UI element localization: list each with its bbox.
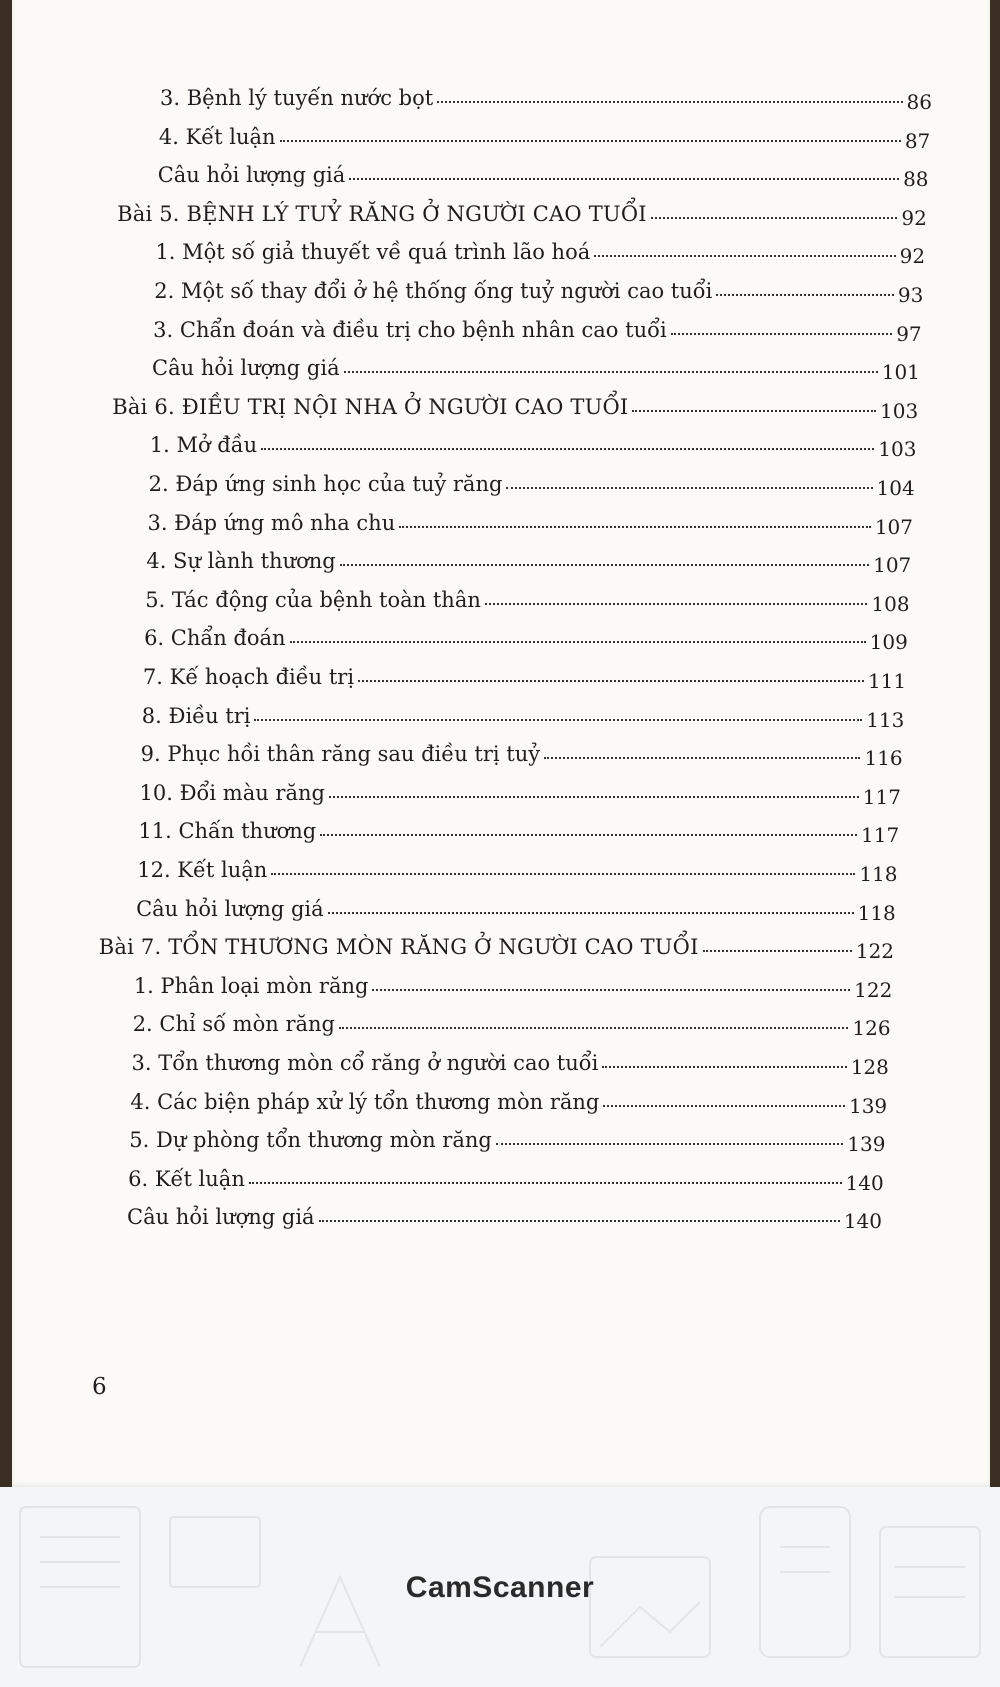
toc-dot-leader <box>437 101 902 103</box>
toc-entry <box>149 425 917 462</box>
toc-entry-title: 4. Các biện pháp xử lý tổn thương mòn răng <box>130 1089 600 1114</box>
toc-dot-leader <box>594 255 895 257</box>
toc-entry-title: 3. Đáp ứng mô nha chu <box>147 510 396 535</box>
toc-entry-title: 12. Kết luận <box>137 858 268 882</box>
toc-entry-title: 6. Chẩn đoán <box>144 626 286 651</box>
toc-entry-title: 2. Một số thay đổi ở hệ thống ống tuỷ người cao tuổi <box>154 279 713 303</box>
toc-entry-page: 104 <box>876 476 915 500</box>
toc-entry <box>130 1082 888 1118</box>
toc-entry-page: 122 <box>855 939 895 964</box>
toc-entry-title: Bài 6. ĐIỀU TRỊ NỘI NHA Ở NGƯỜI CAO TUỔI <box>112 394 629 419</box>
toc-entry-page: 117 <box>862 784 901 809</box>
toc-entry <box>128 1159 884 1195</box>
page-number: 6 <box>92 1374 107 1400</box>
toc-chapter-entry <box>112 387 919 423</box>
toc-dot-leader <box>399 526 871 528</box>
toc-entry <box>138 811 900 848</box>
toc-entry-page: 93 <box>897 283 924 307</box>
toc-entry-title: 4. Sự lành thương <box>146 549 336 574</box>
toc-dot-leader <box>329 796 859 798</box>
toc-dot-leader <box>319 1220 840 1222</box>
toc-entry <box>148 464 915 500</box>
toc-entry-title: 3. Tổn thương mòn cổ răng ở người cao tuổi <box>131 1051 599 1075</box>
toc-entry <box>160 78 932 114</box>
toc-entry-title: Câu hỏi lượng giá <box>127 1205 315 1230</box>
toc-dot-leader <box>249 1182 842 1184</box>
toc-dot-leader <box>671 333 893 335</box>
toc-entry-title: 11. Chấn thương <box>138 819 317 844</box>
toc-entry-page: 109 <box>869 630 908 655</box>
toc-entry-title: Câu hỏi lượng giá <box>152 356 340 381</box>
toc-entry-page: 111 <box>867 669 907 693</box>
toc-entry-title: 8. Điều trị <box>141 703 251 728</box>
toc-entry <box>158 117 931 153</box>
toc-entry-title: Bài 5. BỆNH LÝ TUỶ RĂNG Ở NGƯỜI CAO TUỔI <box>117 201 647 226</box>
toc-entry-title: 4. Kết luận <box>158 124 276 149</box>
toc-entry <box>142 657 907 693</box>
toc-entry-title: 3. Bệnh lý tuyến nước bọt <box>160 86 434 110</box>
toc-entry <box>144 618 908 655</box>
toc-entry-page: 128 <box>850 1055 889 1079</box>
toc-entry-page: 122 <box>854 977 893 1002</box>
toc-dot-leader <box>339 1027 848 1029</box>
camscanner-watermark-footer <box>0 1487 1000 1687</box>
toc-dot-leader <box>261 448 874 450</box>
toc-dot-leader <box>358 680 864 682</box>
toc-entry-title: 7. Kế hoạch điều trị <box>142 665 355 689</box>
toc-entry-title: 9. Phục hồi thân răng sau điều trị tuỷ <box>140 742 541 767</box>
toc-entry-page: 92 <box>899 244 926 269</box>
toc-entry <box>137 850 898 886</box>
toc-entry-title: 3. Chẩn đoán và điều trị cho bệnh nhân cao tuổi <box>153 317 667 342</box>
toc-entry <box>155 232 926 269</box>
toc-entry-title: 1. Mở đầu <box>149 433 258 458</box>
toc-dot-leader <box>271 873 855 875</box>
toc-entry-title: 5. Tác động của bệnh toàn thân <box>145 587 481 612</box>
toc-dot-leader <box>651 217 898 219</box>
toc-entry <box>131 1043 889 1079</box>
toc-entry-title: 5. Dự phòng tổn thương mòn răng <box>129 1128 492 1153</box>
toc-dot-leader <box>602 1066 846 1068</box>
toc-entry-page: 118 <box>857 900 896 925</box>
toc-dot-leader <box>544 757 860 759</box>
toc-entry-title: 10. Đổi màu răng <box>139 780 325 805</box>
toc-dot-leader <box>340 564 869 566</box>
toc-entry <box>133 966 893 1002</box>
toc-dot-leader <box>290 641 866 643</box>
toc-dot-leader <box>485 603 868 605</box>
toc-entry <box>139 773 901 809</box>
toc-entry <box>129 1120 886 1157</box>
toc-dot-leader <box>716 294 894 296</box>
toc-entry <box>153 310 922 346</box>
toc-entry-title: Câu hỏi lượng giá <box>157 163 346 188</box>
toc-entry <box>140 734 903 771</box>
toc-entry-page: 103 <box>878 437 917 462</box>
toc-entry <box>145 580 910 616</box>
toc-entry-page: 86 <box>906 90 932 114</box>
toc-dot-leader <box>506 487 872 489</box>
toc-entry-title: 6. Kết luận <box>128 1166 245 1191</box>
toc-dot-leader <box>344 371 878 373</box>
toc-entry <box>154 271 924 307</box>
toc-entry-page: 92 <box>901 205 927 230</box>
toc-entry <box>127 1197 882 1234</box>
toc-entry-title: Câu hỏi lượng giá <box>136 896 324 921</box>
toc-entry-page: 108 <box>871 591 910 616</box>
toc-entry-title: 2. Đáp ứng sinh học của tuỷ răng <box>148 472 503 496</box>
toc-entry-page: 97 <box>896 321 922 346</box>
toc-entry-title: 1. Phân loại mòn răng <box>133 973 369 998</box>
toc-dot-leader <box>349 178 899 180</box>
toc-entry-page: 101 <box>881 360 920 385</box>
toc-entry-page: 140 <box>843 1209 882 1234</box>
toc-chapter-entry <box>117 194 927 230</box>
toc-entry <box>146 541 912 578</box>
toc-entry-title: Bài 7. TỔN THƯƠNG MÒN RĂNG Ở NGƯỜI CAO TUỔI <box>98 935 699 960</box>
toc-entry-page: 107 <box>873 553 912 578</box>
book-page <box>12 0 990 1487</box>
toc-entry <box>132 1004 891 1041</box>
toc-entry-page: 87 <box>904 128 931 153</box>
toc-entry-page: 107 <box>874 514 914 539</box>
toc-dot-leader <box>496 1143 843 1145</box>
toc-entry-title: 1. Một số giả thuyết về quá trình lão hoá <box>155 240 591 265</box>
toc-entry-page: 140 <box>845 1170 884 1195</box>
toc-entry-page: 118 <box>859 862 898 886</box>
toc-entry <box>141 696 905 732</box>
toc-entry-page: 88 <box>903 167 929 192</box>
toc-dot-leader <box>603 1105 845 1107</box>
toc-dot-leader <box>328 912 854 914</box>
toc-entry-page: 113 <box>866 707 905 732</box>
toc-entry <box>136 889 896 925</box>
toc-dot-leader <box>280 140 901 142</box>
toc-entry <box>157 155 929 192</box>
toc-entry <box>152 348 920 385</box>
toc-entry-page: 139 <box>848 1093 888 1118</box>
toc-dot-leader <box>254 719 862 721</box>
toc-chapter-entry <box>98 927 895 964</box>
toc-entry-page: 116 <box>864 746 903 771</box>
toc-dot-leader <box>372 989 850 991</box>
toc-entry-page: 139 <box>847 1132 886 1157</box>
toc-entry-page: 126 <box>852 1016 891 1041</box>
camscanner-brand: CamScanner <box>405 1571 595 1604</box>
toc-dot-leader <box>632 410 876 412</box>
toc-entry-page: 103 <box>880 398 919 423</box>
toc-entry-title: 2. Chỉ số mòn răng <box>132 1012 335 1037</box>
toc-entry <box>147 503 914 539</box>
toc-dot-leader <box>703 950 852 952</box>
toc-entry-page: 117 <box>861 823 900 848</box>
toc-dot-leader <box>320 834 857 836</box>
